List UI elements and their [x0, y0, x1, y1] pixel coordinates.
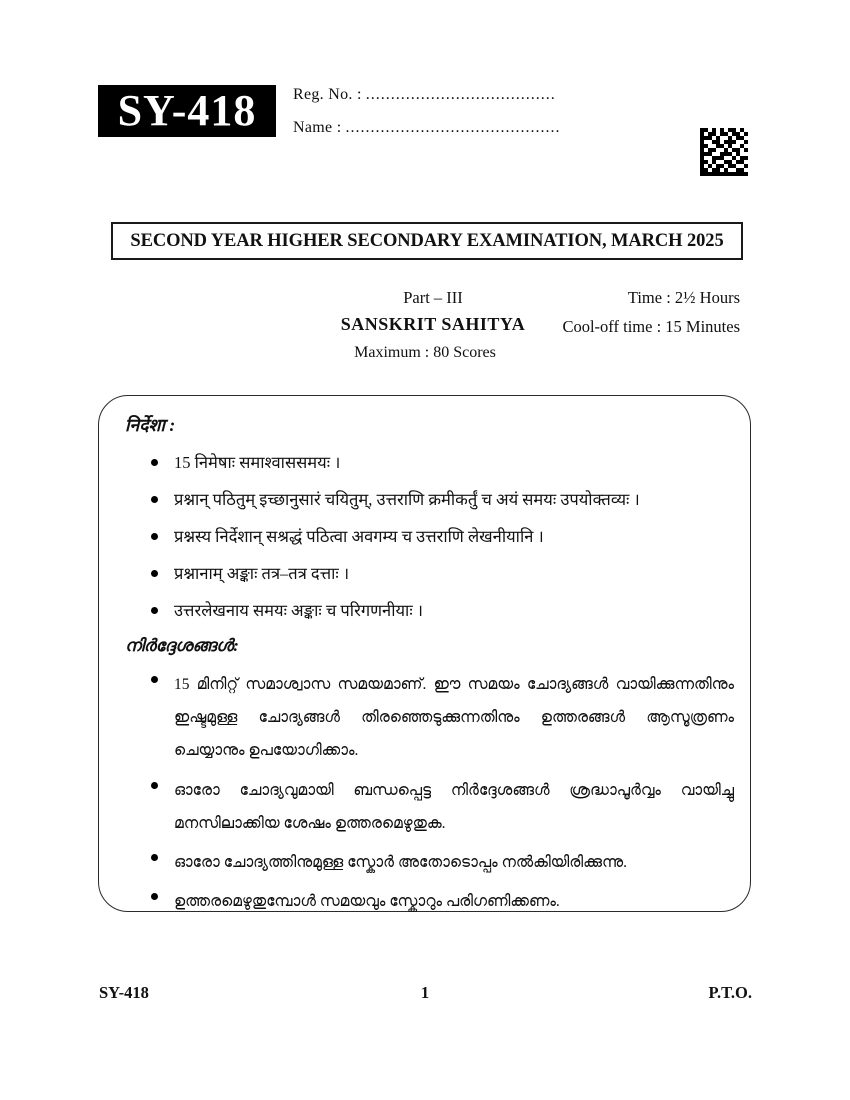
instruction-text: ഓരോ ചോദ്യത്തിനുമുള്ള സ്കോർ അതോടൊപ്പം നൽകിയിരിക്കുന്നു. [174, 854, 627, 872]
instruction-text: 15 निमेषाः समाश्वाससमयः । [174, 453, 341, 472]
footer-paper-code: SY-418 [99, 983, 149, 1002]
list-item [151, 599, 734, 623]
reg-no-label: Reg. No. : [293, 86, 362, 103]
bullet-icon [151, 782, 158, 789]
maximum-score-label: Maximum : 80 Scores [354, 344, 496, 361]
list-item [151, 451, 734, 475]
instruction-text: उत्तरलेखनाय समयः अङ्काः च परिगणनीयाः । [174, 600, 424, 620]
list-item [151, 885, 734, 918]
barcode-module [744, 172, 748, 176]
name-label: Name : [293, 119, 342, 136]
list-item [151, 846, 734, 879]
reg-no-line [293, 86, 556, 104]
list-item [151, 774, 734, 841]
exam-title-box [111, 222, 743, 260]
instruction-text: ഉത്തരമെഴുതുമ്പോൾ സമയവും സ്കോറും പരിഗണിക്കണം. [174, 893, 560, 911]
malayalam-instructions-heading: നിർദ്ദേശങ്ങൾ: [125, 635, 239, 655]
cooloff-label: Cool-off time : 15 Minutes [562, 317, 740, 336]
instructions-panel [98, 395, 751, 912]
bullet-icon [151, 607, 158, 614]
instruction-text: प्रश्नान् पठितुम् इच्छानुसारं चयितुम्, उत्तराणि क्रमीकर्तुं च अयं समयः उपयोक्तव्यः । [174, 489, 640, 509]
list-item [151, 562, 734, 586]
bullet-icon [151, 459, 158, 466]
instruction-text: प्रश्नस्य निर्देशान् सश्रद्धं पठित्वा अवगम्य च उत्तराणि लेखनीयानि । [174, 526, 544, 546]
paper-code: SY-418 [117, 86, 257, 135]
bullet-icon [151, 496, 158, 503]
bullet-icon [151, 533, 158, 540]
paper-code-box [98, 85, 276, 137]
page-number: 1 [420, 983, 430, 1002]
name-field[interactable]: ........................................... [345, 119, 561, 136]
instruction-text: 15 മിനിറ്റ് സമാശ്വാസ സമയമാണ്. ഈ സമയം ചോദ്യങ്ങൾ വായിക്കുന്നതിനും ഇഷ്ടമുള്ള ചോദ്യങ്ങൾ തിരഞ്ഞെടുക്കുന്നതിനും ഉത്തരങ്ങൾ ആസൂത്രണം ചെയ്യാനും ഉപയോഗിക്കാം. [174, 675, 734, 760]
reg-no-field[interactable]: ...................................... [365, 86, 556, 103]
list-item [151, 488, 734, 512]
subject-title: SANSKRIT SAHITYA [340, 314, 526, 334]
instruction-text: प्रश्नानाम् अङ्काः तत्र–तत्र दत्ताः । [174, 563, 350, 583]
data-matrix-barcode-icon [700, 128, 748, 176]
bullet-icon [151, 676, 158, 683]
exam-title: SECOND YEAR HIGHER SECONDARY EXAMINATION, MARCH 2025 [130, 230, 724, 251]
pto-label: P.T.O. [708, 983, 752, 1002]
list-item [151, 525, 734, 549]
malayalam-instructions-list [123, 668, 734, 919]
bullet-icon [151, 893, 158, 900]
sanskrit-instructions-list [123, 451, 734, 623]
part-label: Part – III [403, 288, 463, 307]
name-line [293, 119, 560, 137]
instruction-text: ഓരോ ചോദ്യവുമായി ബന്ധപ്പെട്ട നിർദ്ദേശങ്ങൾ ശ്രദ്ധാപൂർവ്വം വായിച്ചു മനസിലാക്കിയ ശേഷം ഉത്തരമെഴുതുക. [174, 781, 734, 832]
bullet-icon [151, 854, 158, 861]
list-item [151, 668, 734, 768]
sanskrit-instructions-heading: निर्देशा : [125, 415, 176, 435]
time-label: Time : 2½ Hours [627, 288, 740, 307]
bullet-icon [151, 570, 158, 577]
